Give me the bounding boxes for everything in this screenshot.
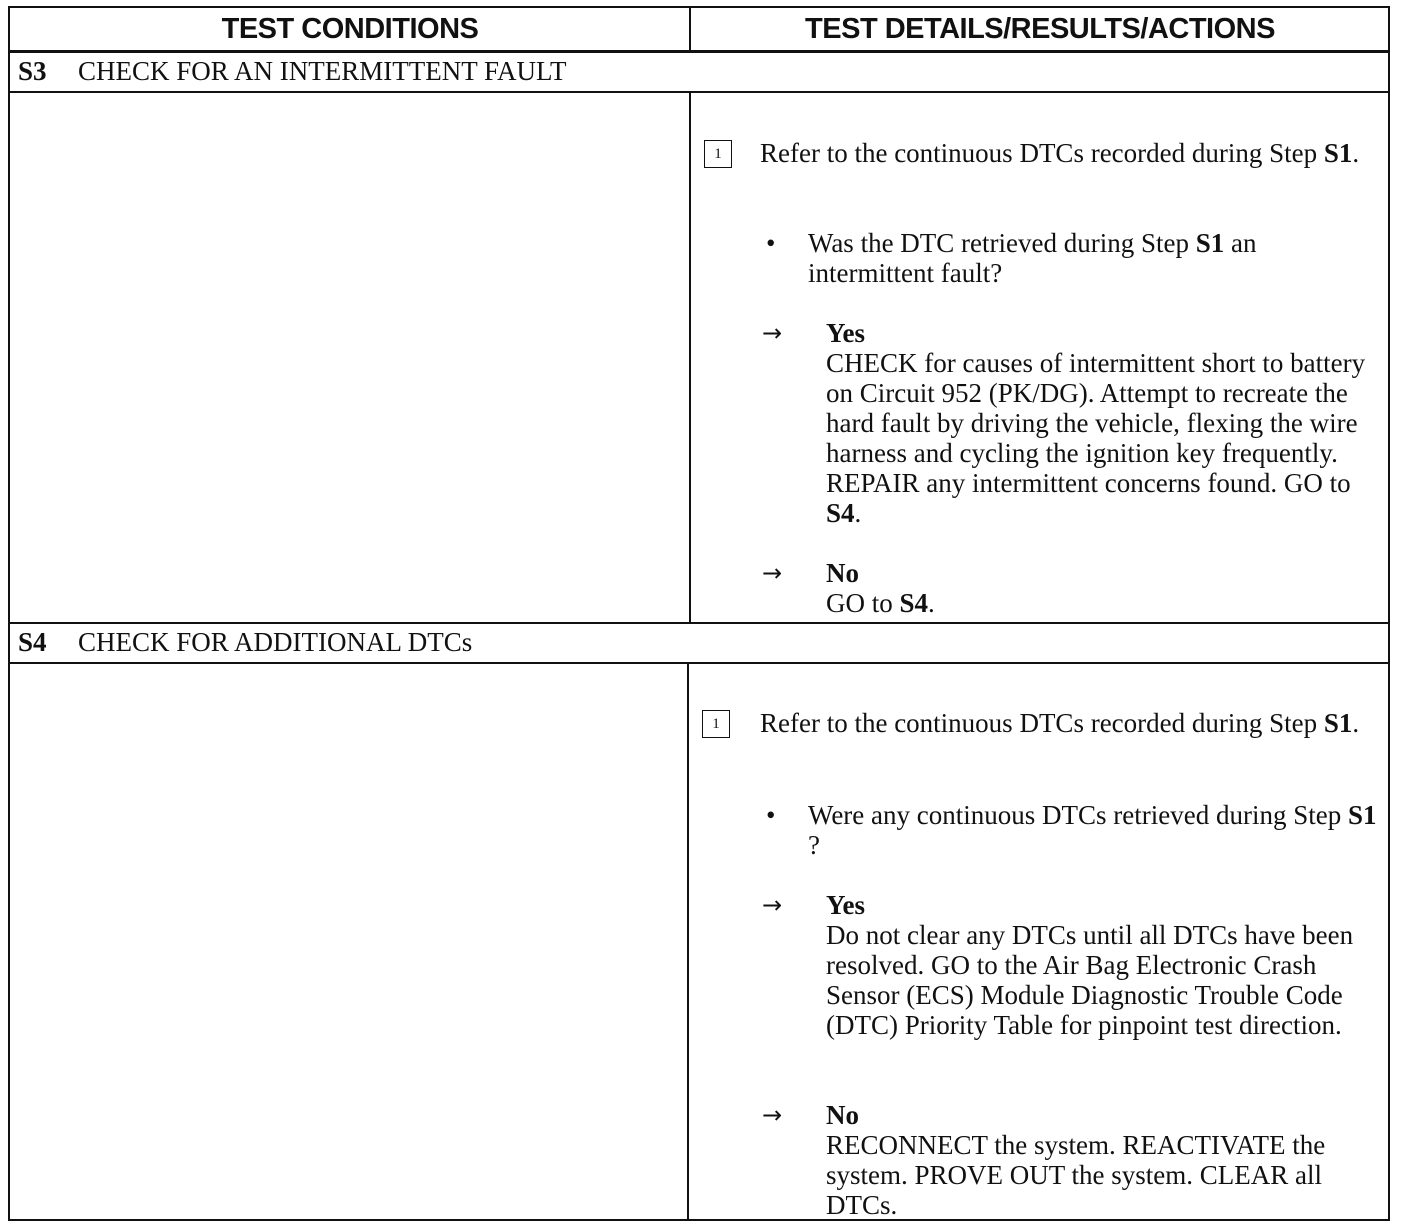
header-test-details: TEST DETAILS/RESULTS/ACTIONS [805,13,1275,45]
s3-details: 1 Refer to the continuous DTCs recorded during Step S1. • Was the DTC retrieved during Step S1 an intermittent fault? → Yes CHECK for causes of intermittent short to battery on Circuit 952 (PK/DG). Attempt to recreate the hard fault by driving the vehicle, flexing the wire harness and cycling the ignition key frequently. REPAIR any intermittent concerns found. GO to S4. → No GO to S4. [700,140,1386,620]
section-s4-column-divider [687,664,689,1221]
step-number-box: 1 [702,710,730,738]
arrow-right-icon: → [762,319,783,347]
question-text: Were any continuous DTCs retrieved during Step S1 ? [808,800,1377,860]
step-number-box: 1 [704,140,732,168]
header-column-divider [689,6,691,52]
step-instruction: Refer to the continuous DTCs recorded during Step S1. [760,708,1360,738]
yes-label: Yes [826,318,865,348]
no-label: No [826,1100,859,1130]
yes-label: Yes [826,890,865,920]
section-s3-column-divider [689,93,691,623]
section-s3-divider [8,91,1390,93]
s4-details [700,708,1386,1220]
bullet-icon: • [766,228,776,258]
section-name-s3: CHECK FOR AN INTERMITTENT FAULT [78,56,567,86]
no-action: RECONNECT the system. REACTIVATE the system. PROVE OUT the system. CLEAR all DTCs. [826,1130,1326,1220]
header-test-conditions: TEST CONDITIONS [221,13,479,45]
header-divider [8,50,1390,53]
bullet-icon: • [766,800,776,830]
yes-action: CHECK for causes of intermittent short to battery on Circuit 952 (PK/DG). Attempt to recreate the hard fault by driving the vehicle, flexing the wire harness and cycling the ignition key frequently. REPAIR any intermittent concerns found. GO to [826,348,1366,498]
section-name-s4: CHECK FOR ADDITIONAL DTCs [78,627,473,657]
arrow-right-icon: → [762,891,783,919]
no-action: GO to [826,588,893,618]
no-label: No [826,558,859,588]
step-instruction: Refer to the continuous DTCs recorded during Step S1. [760,138,1360,168]
arrow-right-icon: → [762,1101,783,1129]
question-text: Was the DTC retrieved during Step S1 an intermittent fault? [808,228,1257,288]
section-code-s4: S4 [18,627,47,657]
arrow-right-icon: → [762,559,783,587]
section-title-s4 [18,627,472,658]
section-s4-top-divider [8,622,1390,624]
yes-action: Do not clear any DTCs until all DTCs have been resolved. GO to the Air Bag Electronic Crash Sensor (ECS) Module Diagnostic Trouble Code (DTC) Priority Table for pinpoint test direction. [826,920,1354,1040]
section-title-s3 [18,56,567,87]
section-s4-divider [8,662,1390,664]
section-code-s3: S3 [18,56,47,86]
